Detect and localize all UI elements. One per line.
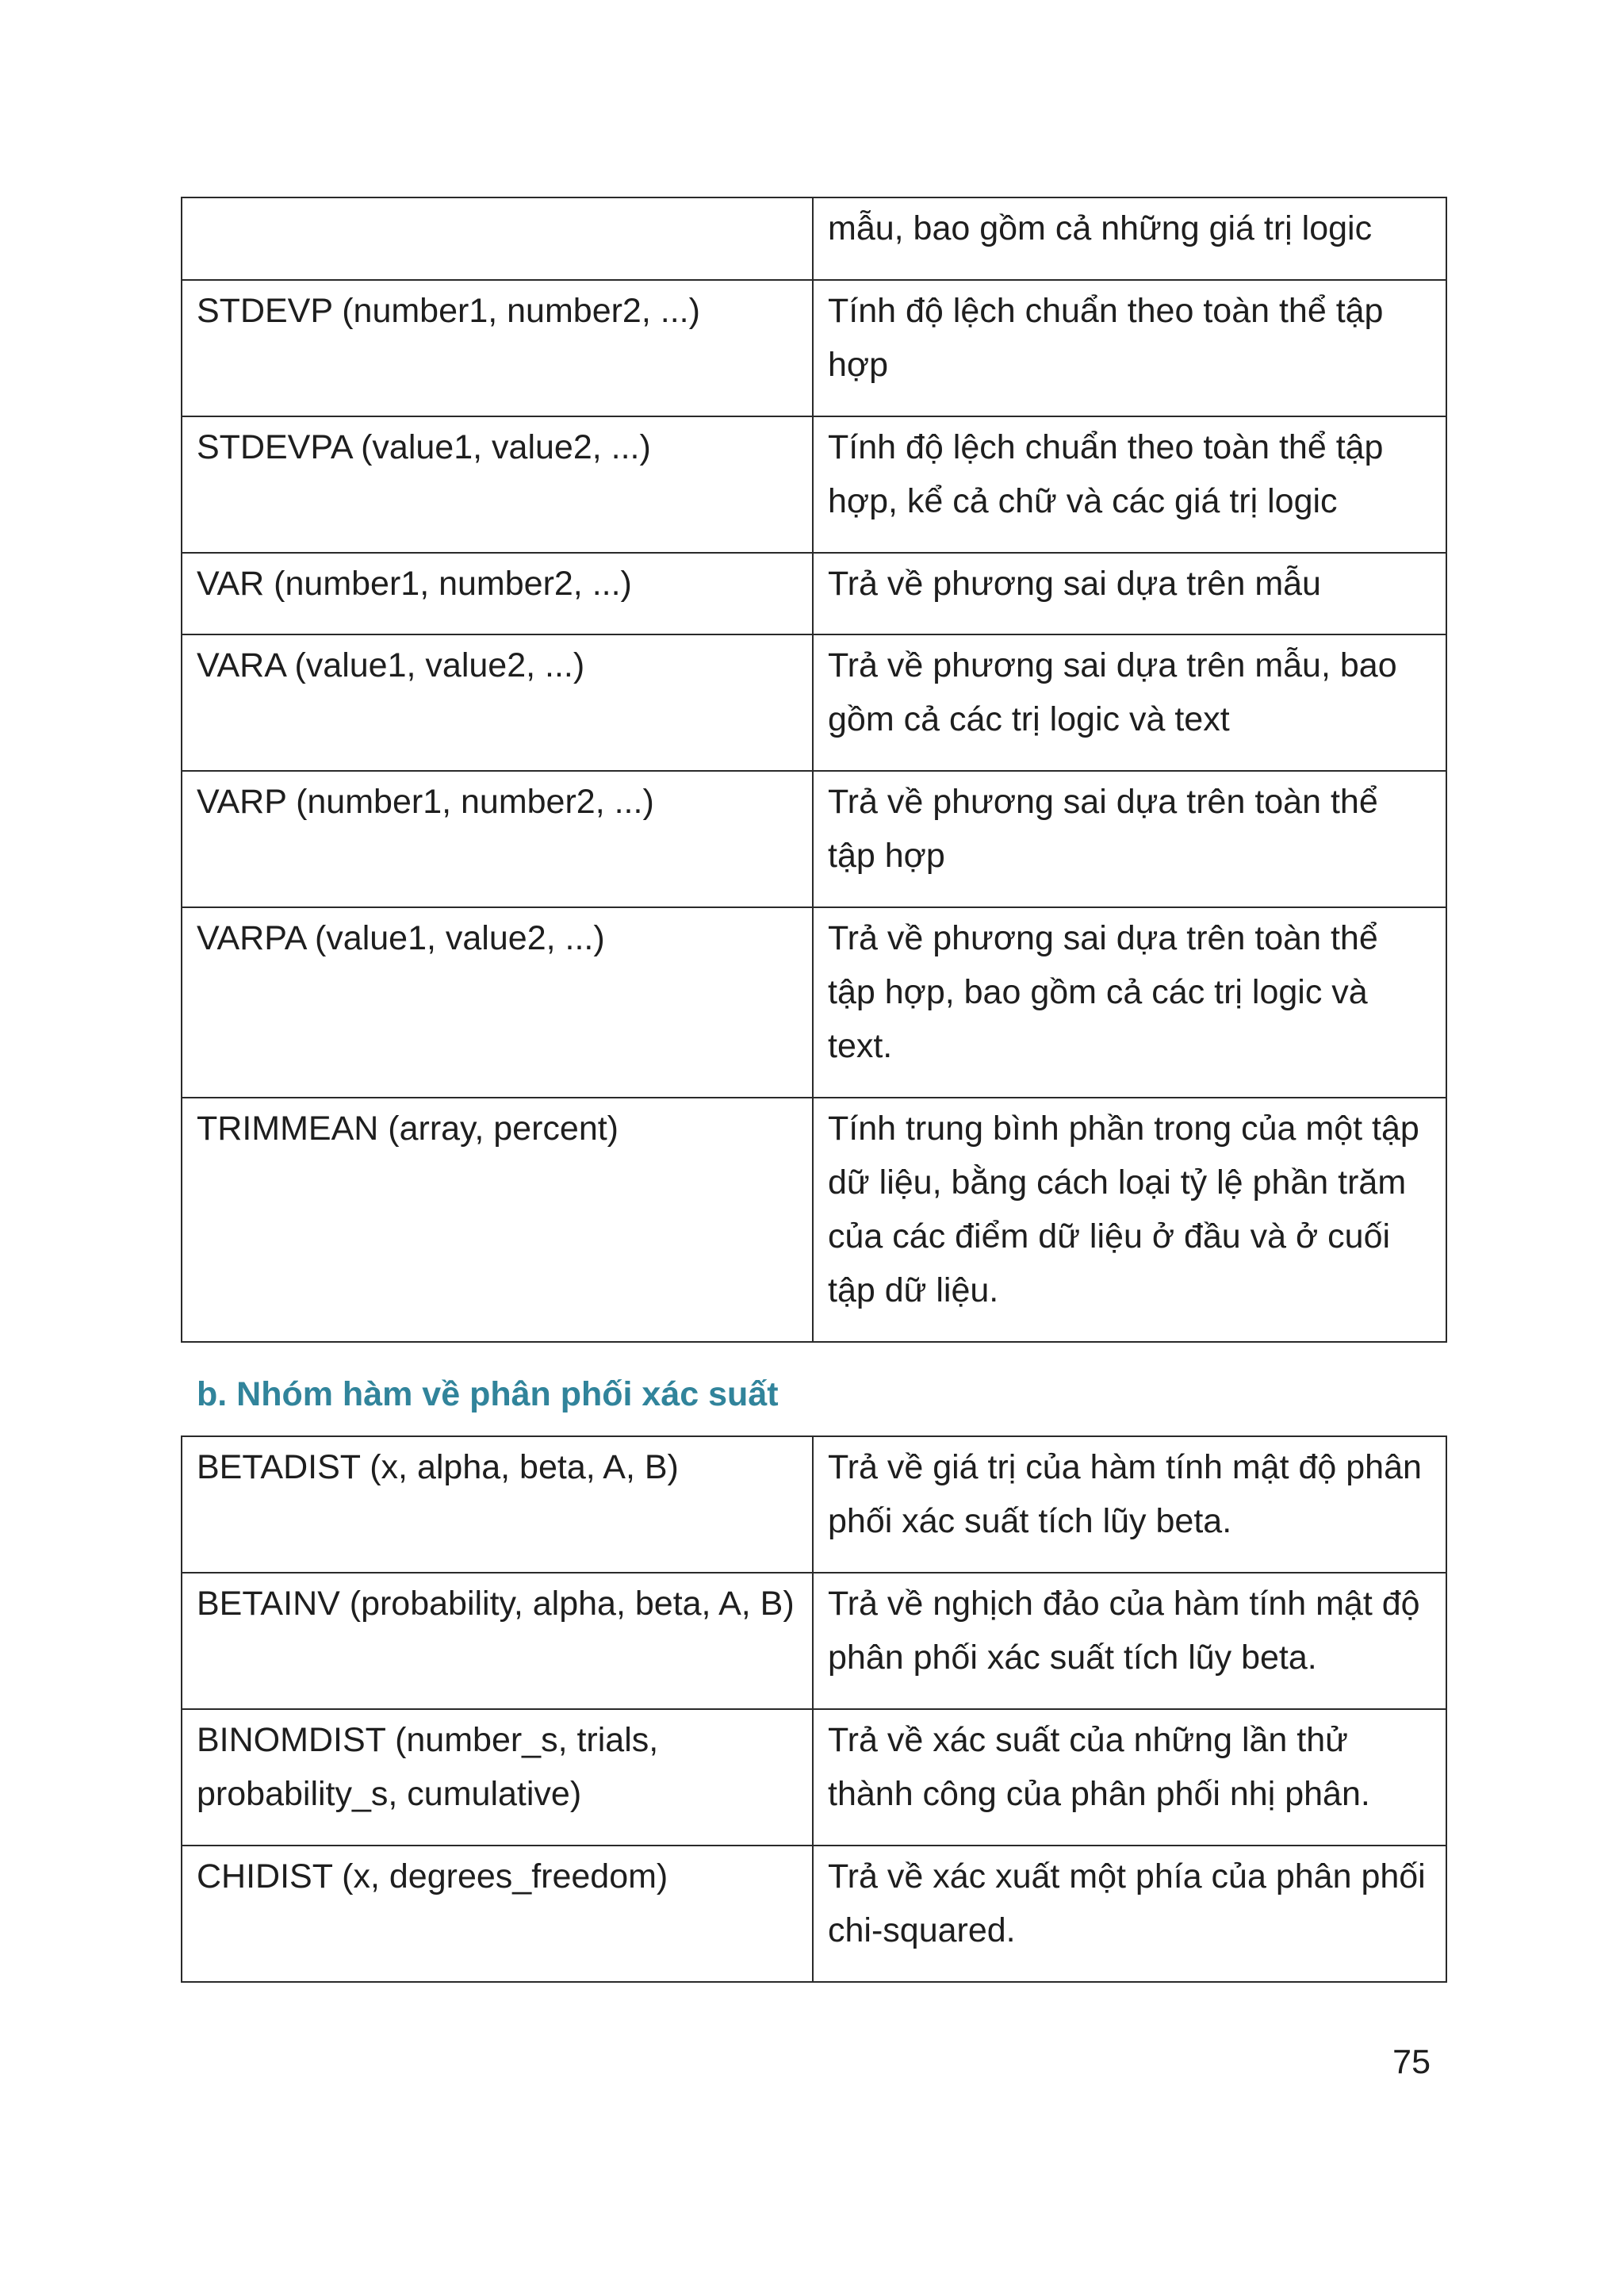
description-cell: Tính trung bình phần trong của một tập dữ liệu, bằng cách loại tỷ lệ phần trăm của các điểm dữ liệu ở đầu và ở cuối tập dữ liệu. — [813, 1098, 1446, 1342]
table-row — [182, 1709, 1446, 1846]
page-number: 75 — [1392, 2043, 1431, 2081]
table-row — [182, 1846, 1446, 1982]
table-row — [182, 416, 1446, 553]
table-row — [182, 553, 1446, 634]
table-row — [182, 197, 1446, 280]
statistics-functions-table — [181, 197, 1447, 1343]
table-row — [182, 1098, 1446, 1342]
table-row — [182, 771, 1446, 907]
function-cell: BETADIST (x, alpha, beta, A, B) — [182, 1436, 813, 1573]
table-row — [182, 634, 1446, 771]
table-row — [182, 1573, 1446, 1709]
description-cell: Tính độ lệch chuẩn theo toàn thể tập hợp, kể cả chữ và các giá trị logic — [813, 416, 1446, 553]
description-cell: Trả về xác suất của những lần thử thành công của phân phối nhị phân. — [813, 1709, 1446, 1846]
function-cell: STDEVPA (value1, value2, ...) — [182, 416, 813, 553]
description-cell: Trả về phương sai dựa trên toàn thể tập hợp, bao gồm cả các trị logic và text. — [813, 907, 1446, 1098]
function-cell: VARA (value1, value2, ...) — [182, 634, 813, 771]
description-cell: Trả về xác xuất một phía của phân phối chi-squared. — [813, 1846, 1446, 1982]
function-cell: CHIDIST (x, degrees_freedom) — [182, 1846, 813, 1982]
description-cell: Trả về phương sai dựa trên mẫu — [813, 553, 1446, 634]
description-cell: Trả về phương sai dựa trên toàn thể tập hợp — [813, 771, 1446, 907]
table-row — [182, 280, 1446, 416]
description-cell: Trả về nghịch đảo của hàm tính mật độ phân phối xác suất tích lũy beta. — [813, 1573, 1446, 1709]
section-heading: b. Nhóm hàm về phân phối xác suất — [197, 1375, 779, 1413]
table-row — [182, 1436, 1446, 1573]
function-cell: VARPA (value1, value2, ...) — [182, 907, 813, 1098]
description-cell: mẫu, bao gồm cả những giá trị logic — [813, 197, 1446, 280]
function-cell: VAR (number1, number2, ...) — [182, 553, 813, 634]
description-cell: Trả về giá trị của hàm tính mật độ phân phối xác suất tích lũy beta. — [813, 1436, 1446, 1573]
probability-functions-table — [181, 1435, 1447, 1983]
description-cell: Trả về phương sai dựa trên mẫu, bao gồm cả các trị logic và text — [813, 634, 1446, 771]
function-cell: BETAINV (probability, alpha, beta, A, B) — [182, 1573, 813, 1709]
function-cell: VARP (number1, number2, ...) — [182, 771, 813, 907]
function-cell: STDEVP (number1, number2, ...) — [182, 280, 813, 416]
description-cell: Tính độ lệch chuẩn theo toàn thể tập hợp — [813, 280, 1446, 416]
function-cell: TRIMMEAN (array, percent) — [182, 1098, 813, 1342]
function-cell — [182, 197, 813, 280]
table-row — [182, 907, 1446, 1098]
function-cell: BINOMDIST (number_s, trials, probability_s, cumulative) — [182, 1709, 813, 1846]
